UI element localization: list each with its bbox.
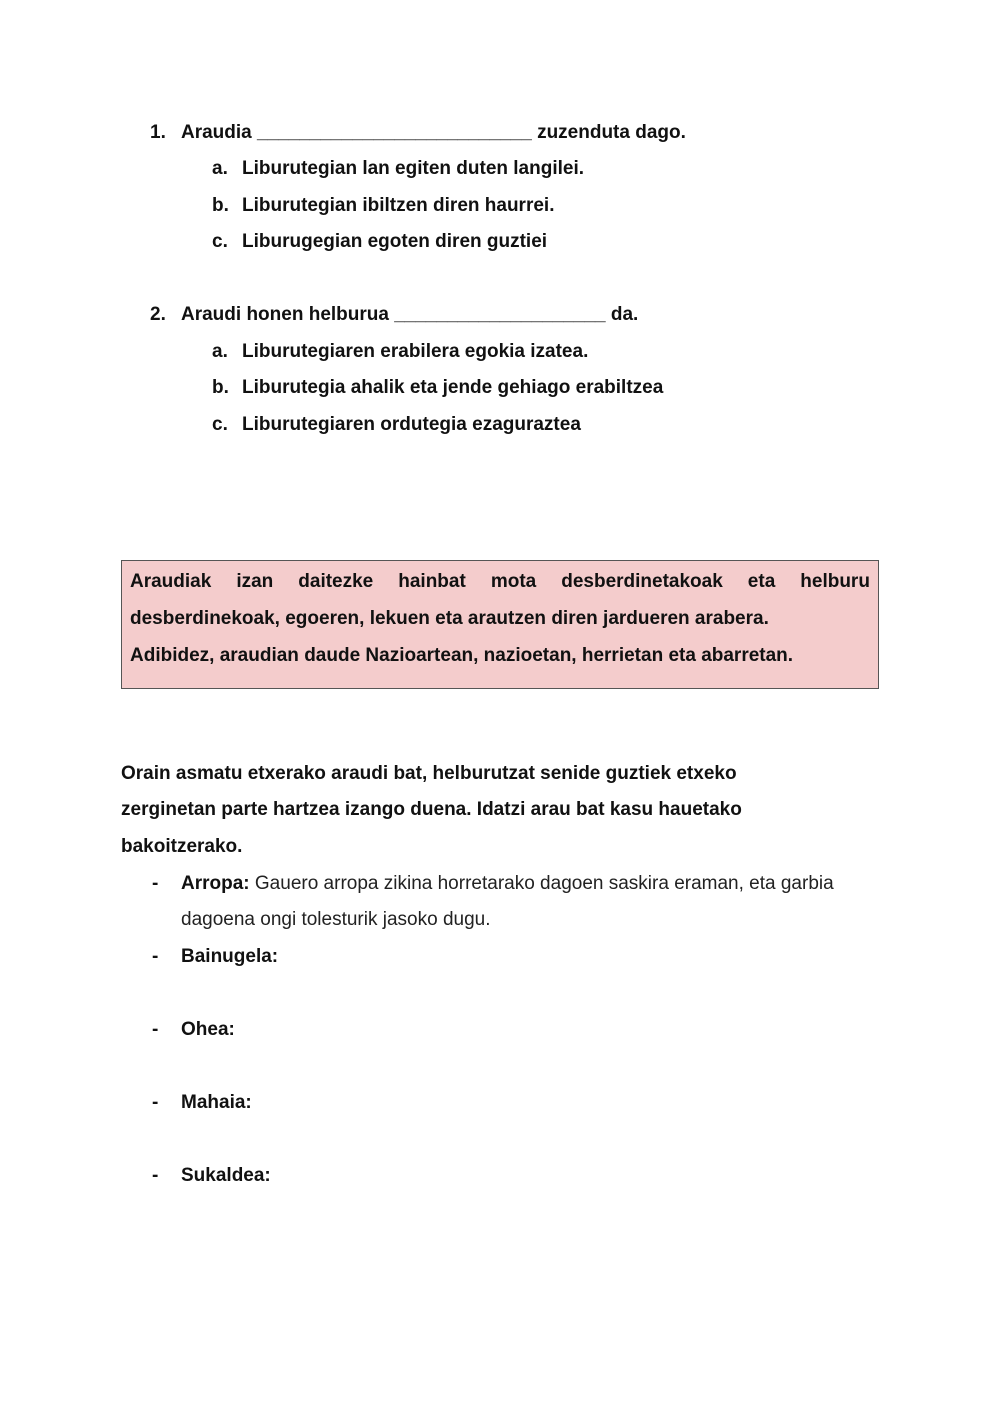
task-intro-line-3: bakoitzerako. — [121, 836, 243, 857]
item-arropa-text-2: dagoena ongi tolesturik jasoko dugu. — [181, 909, 491, 930]
question-1-option-a[interactable]: Liburutegian lan egiten duten langilei. — [242, 158, 585, 179]
question-2-prompt — [181, 304, 638, 326]
item-sukaldea-label: Sukaldea: — [181, 1165, 271, 1186]
bullet-dash: - — [152, 1092, 159, 1113]
item-arropa-label: Arropa: — [181, 873, 250, 894]
question-1-number: 1. — [150, 122, 166, 143]
task-intro-line-2: zerginetan parte hartzea izango duena. Idatzi arau bat kasu hauetako — [121, 799, 742, 820]
info-box-line-1 — [130, 571, 870, 593]
item-ohea-label: Ohea: — [181, 1019, 235, 1040]
question-2-option-a-letter: a. — [212, 341, 228, 362]
question-2-option-c[interactable]: Liburutegiaren ordutegia ezaguraztea — [242, 414, 581, 435]
item-arropa — [181, 873, 834, 895]
item-mahaia[interactable] — [181, 1092, 252, 1114]
question-2-option-a[interactable]: Liburutegiaren erabilera egokia izatea. — [242, 341, 589, 362]
question-1-option-c-letter: c. — [212, 231, 228, 252]
info-word: helburu — [800, 571, 870, 592]
info-word: hainbat — [398, 571, 466, 592]
question-1-option-c[interactable]: Liburugegian egoten diren guztiei — [242, 231, 548, 252]
item-ohea[interactable] — [181, 1019, 235, 1041]
item-arropa-text-1: Gauero arropa zikina horretarako dagoen saskira eraman, eta garbia — [254, 873, 834, 894]
question-2-option-b-letter: b. — [212, 377, 229, 398]
question-1-option-b[interactable]: Liburutegian ibiltzen diren haurrei. — [242, 195, 555, 216]
question-2-prompt-end: da. — [610, 304, 639, 325]
info-box — [121, 560, 879, 689]
question-2-option-c-letter: c. — [212, 414, 228, 435]
info-word: Araudiak — [130, 571, 212, 592]
info-word: mota — [490, 571, 537, 592]
question-1-prompt-end: zuzenduta dago. — [537, 122, 686, 143]
question-1-prompt — [181, 122, 686, 144]
info-box-line-2: desberdinekoak, egoeren, lekuen eta arautzen diren jardueren arabera. — [130, 608, 769, 629]
info-word: eta — [747, 571, 776, 592]
item-bainugela-label: Bainugela: — [181, 946, 279, 967]
bullet-dash: - — [152, 946, 159, 967]
info-word: daitezke — [298, 571, 374, 592]
question-2-number: 2. — [150, 304, 166, 325]
question-2-blank[interactable]: ____________________ — [394, 304, 606, 325]
info-box-line-3: Adibidez, araudian daude Nazioartean, nazioetan, herrietan eta abarretan. — [130, 645, 794, 666]
info-word: desberdinetakoak — [561, 571, 723, 592]
bullet-dash: - — [152, 1019, 159, 1040]
question-1-option-a-letter: a. — [212, 158, 228, 179]
item-arropa-line-2 — [181, 909, 491, 931]
bullet-dash: - — [152, 873, 159, 894]
question-2-option-b[interactable]: Liburutegia ahalik eta jende gehiago erabiltzea — [242, 377, 664, 398]
task-intro-line-1: Orain asmatu etxerako araudi bat, helburutzat senide guztiek etxeko — [121, 763, 737, 784]
bullet-dash: - — [152, 1165, 159, 1186]
question-1-option-b-letter: b. — [212, 195, 229, 216]
question-1-prompt-start: Araudia — [181, 122, 252, 143]
item-sukaldea[interactable] — [181, 1165, 271, 1187]
item-bainugela[interactable] — [181, 946, 278, 968]
item-mahaia-label: Mahaia: — [181, 1092, 252, 1113]
question-2-prompt-start: Araudi honen helburua — [181, 304, 389, 325]
question-1-blank[interactable]: __________________________ — [257, 122, 532, 143]
info-word: izan — [236, 571, 274, 592]
